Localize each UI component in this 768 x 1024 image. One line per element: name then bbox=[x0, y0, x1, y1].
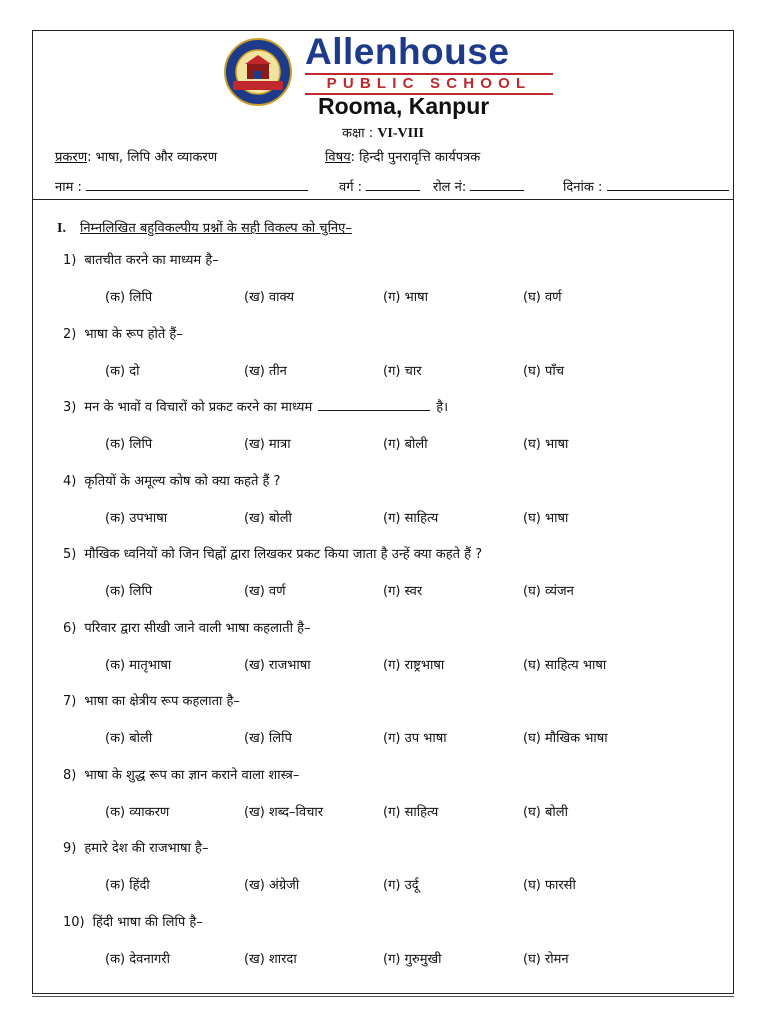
option-9-3[interactable]: (ग) उर्दू bbox=[383, 878, 419, 893]
option-10-2[interactable]: (ख) शारदा bbox=[244, 951, 297, 967]
option-7-3[interactable]: (ग) उप भाषा bbox=[383, 731, 447, 746]
question-text: भाषा का क्षेत्रीय रूप कहलाता है– bbox=[84, 694, 240, 709]
question-text: भाषा के रूप होते हैं– bbox=[84, 326, 183, 342]
option-3-2[interactable]: (ख) मात्रा bbox=[244, 437, 291, 452]
question-3 bbox=[63, 397, 448, 415]
question-4 bbox=[63, 471, 280, 489]
option-4-1[interactable]: (क) उपभाषा bbox=[105, 510, 168, 526]
question-text: हमारे देश की राजभाषा है– bbox=[84, 841, 209, 856]
option-3-1[interactable]: (क) लिपि bbox=[105, 437, 153, 452]
question-number: 1) bbox=[63, 253, 77, 268]
option-10-4[interactable]: (घ) रोमन bbox=[523, 951, 569, 967]
topic-label: प्रकरण bbox=[55, 150, 88, 165]
option-5-4[interactable]: (घ) व्यंजन bbox=[523, 584, 574, 599]
question-text: परिवार द्वारा सीखी जाने वाली भाषा कहलाती है– bbox=[84, 620, 311, 636]
option-5-1[interactable]: (क) लिपि bbox=[105, 584, 153, 599]
roll-label: रोल नं: bbox=[433, 180, 467, 195]
section-label: वर्ग : bbox=[339, 180, 363, 195]
question-text: भाषा के शुद्ध रूप का ज्ञान कराने वाला शास्त्र– bbox=[84, 767, 300, 783]
option-9-1[interactable]: (क) हिंदी bbox=[105, 878, 150, 893]
question-number: 7) bbox=[63, 694, 77, 709]
option-8-1[interactable]: (क) व्याकरण bbox=[105, 804, 170, 820]
name-field[interactable] bbox=[55, 177, 308, 195]
topic-line bbox=[55, 147, 217, 165]
topic-value: : भाषा, लिपि और व्याकरण bbox=[87, 150, 218, 165]
option-10-1[interactable]: (क) देवनागरी bbox=[105, 951, 170, 967]
option-1-2[interactable]: (ख) वाक्य bbox=[244, 290, 294, 305]
question-5 bbox=[63, 544, 482, 562]
question-text: कृतियों के अमूल्य कोष को क्या कहते हैं ? bbox=[84, 473, 281, 489]
question-number: 2) bbox=[63, 326, 77, 342]
question-10 bbox=[63, 912, 203, 930]
option-7-4[interactable]: (घ) मौखिक भाषा bbox=[523, 731, 608, 746]
class-label: कक्षा : bbox=[341, 126, 374, 141]
option-5-2[interactable]: (ख) वर्ण bbox=[244, 584, 286, 599]
question-9 bbox=[63, 838, 208, 856]
option-9-4[interactable]: (घ) फारसी bbox=[523, 878, 576, 893]
worksheet-header bbox=[33, 31, 733, 200]
question-text-after: है। bbox=[436, 400, 449, 415]
question-number: 10) bbox=[63, 914, 85, 930]
class-line bbox=[33, 123, 733, 142]
subject-label: विषय bbox=[325, 150, 351, 165]
option-9-2[interactable]: (ख) अंग्रेजी bbox=[244, 878, 300, 893]
option-8-3[interactable]: (ग) साहित्य bbox=[383, 804, 439, 820]
option-4-2[interactable]: (ख) बोली bbox=[244, 510, 292, 526]
option-6-4[interactable]: (घ) साहित्य भाषा bbox=[523, 657, 607, 673]
option-6-1[interactable]: (क) मातृभाषा bbox=[105, 657, 172, 673]
school-logo bbox=[223, 37, 293, 107]
question-number: 8) bbox=[63, 767, 77, 783]
question-2 bbox=[63, 324, 183, 342]
option-3-4[interactable]: (घ) भाषा bbox=[523, 437, 569, 452]
option-7-1[interactable]: (क) बोली bbox=[105, 731, 153, 746]
option-2-1[interactable]: (क) दो bbox=[105, 363, 140, 379]
option-8-2[interactable]: (ख) शब्द–विचार bbox=[244, 804, 324, 820]
question-number: 4) bbox=[63, 473, 77, 489]
section-heading bbox=[57, 218, 352, 237]
option-10-3[interactable]: (ग) गुरुमुखी bbox=[383, 951, 442, 967]
question-text: मन के भावों व विचारों को प्रकट करने का माध्यम bbox=[84, 400, 313, 415]
question-7 bbox=[63, 691, 240, 709]
answer-blank[interactable] bbox=[318, 401, 430, 411]
date-label: दिनांक : bbox=[563, 180, 603, 195]
option-4-4[interactable]: (घ) भाषा bbox=[523, 510, 569, 526]
question-1 bbox=[63, 250, 219, 268]
question-text: बातचीत करने का माध्यम है– bbox=[84, 253, 219, 268]
option-1-3[interactable]: (ग) भाषा bbox=[383, 290, 428, 305]
date-field[interactable] bbox=[563, 177, 729, 195]
school-subtitle: PUBLIC SCHOOL bbox=[305, 73, 553, 95]
question-number: 6) bbox=[63, 620, 77, 636]
option-7-2[interactable]: (ख) लिपि bbox=[244, 731, 292, 746]
school-location: Rooma, Kanpur bbox=[318, 93, 490, 119]
question-8 bbox=[63, 765, 299, 783]
option-2-2[interactable]: (ख) तीन bbox=[244, 363, 287, 379]
option-1-4[interactable]: (घ) वर्ण bbox=[523, 290, 562, 305]
question-number: 5) bbox=[63, 547, 77, 562]
class-value: VI-VIII bbox=[377, 126, 424, 141]
name-label: नाम : bbox=[55, 180, 82, 195]
option-2-4[interactable]: (घ) पाँच bbox=[523, 363, 564, 379]
option-8-4[interactable]: (घ) बोली bbox=[523, 804, 568, 820]
roll-field[interactable] bbox=[433, 177, 524, 195]
subject-line bbox=[325, 147, 480, 165]
question-text: हिंदी भाषा की लिपि है– bbox=[92, 914, 203, 930]
school-name: Allenhouse bbox=[305, 31, 510, 72]
option-1-1[interactable]: (क) लिपि bbox=[105, 290, 153, 305]
question-number: 9) bbox=[63, 841, 77, 856]
option-6-2[interactable]: (ख) राजभाषा bbox=[244, 657, 311, 673]
section-field[interactable] bbox=[339, 177, 420, 195]
option-5-3[interactable]: (ग) स्वर bbox=[383, 584, 423, 599]
worksheet-page bbox=[32, 30, 734, 994]
option-2-3[interactable]: (ग) चार bbox=[383, 363, 422, 379]
section-numeral: I. bbox=[57, 221, 66, 236]
subject-value: : हिन्दी पुनरावृत्ति कार्यपत्रक bbox=[350, 150, 481, 165]
question-text: मौखिक ध्वनियों को जिन चिह्नों द्वारा लिखकर प्रकट किया जाता है उन्हें क्या कहते हैं ? bbox=[84, 547, 483, 562]
question-number: 3) bbox=[63, 400, 77, 415]
option-6-3[interactable]: (ग) राष्ट्रभाषा bbox=[383, 657, 445, 673]
option-3-3[interactable]: (ग) बोली bbox=[383, 437, 428, 452]
option-4-3[interactable]: (ग) साहित्य bbox=[383, 510, 439, 526]
page-bottom-rule bbox=[32, 996, 734, 997]
section-title: निम्नलिखित बहुविकल्पीय प्रश्नों के सही विकल्प को चुनिए– bbox=[79, 221, 352, 236]
question-6 bbox=[63, 618, 311, 636]
